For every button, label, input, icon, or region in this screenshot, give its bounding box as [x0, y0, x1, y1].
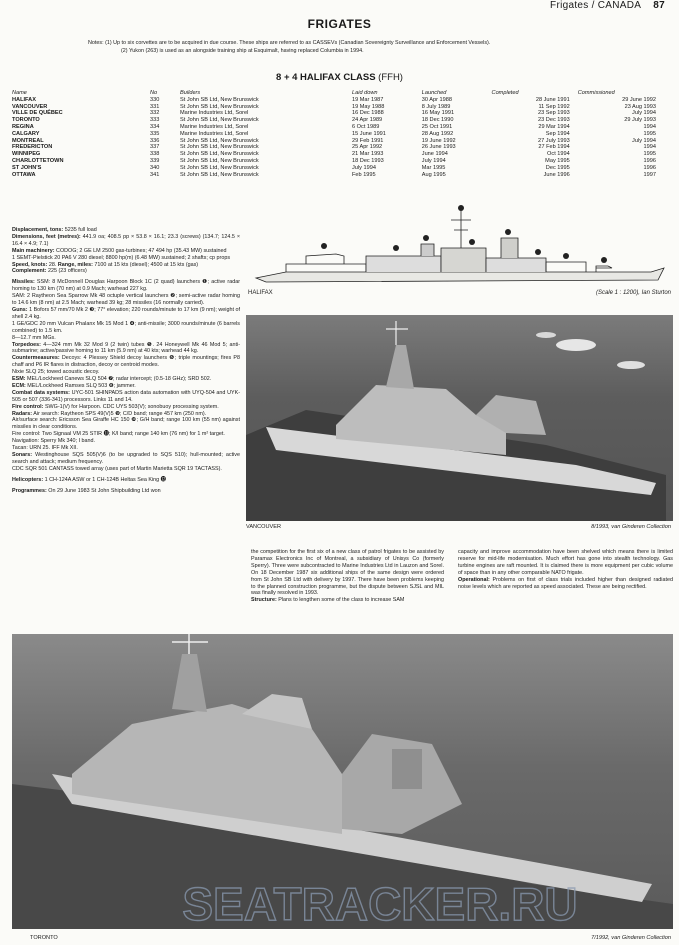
spec-label: Sonars:: [12, 452, 33, 458]
table-cell: 23 Dec 1993: [538, 117, 570, 124]
table-cell: St John SB Ltd, New Brunswick: [180, 157, 259, 164]
table-cell: 339: [150, 157, 160, 164]
text-column-2: [251, 549, 444, 604]
table-cell: St John SB Ltd, New Brunswick: [180, 117, 259, 124]
table-cell: 341: [150, 171, 160, 178]
operational-label: Operational:: [458, 576, 490, 583]
photo2-caption-left: TORONTO: [30, 935, 58, 941]
spec-programmes: On 29 June 1983 St John Shipbuilding Ltd won: [46, 487, 161, 494]
table-cell: 19 June 1992: [421, 137, 456, 144]
spec-label: Programmes:: [12, 487, 47, 494]
table-cell: Dec 1995: [545, 164, 570, 171]
ship-table: [12, 90, 664, 178]
spec-radars-3: Fire control: Two Signaal VM 25 STIR ⓫; K/I band; range 140 km (76 nm) for 1 m² target.: [12, 431, 225, 438]
table-cell: VANCOUVER: [12, 103, 48, 110]
spec-label: Range, miles:: [57, 261, 93, 268]
class-heading-type: (FFH): [378, 72, 403, 83]
table-cell: 334: [150, 123, 160, 130]
table-cell: St John SB Ltd, New Brunswick: [180, 144, 259, 151]
spec-sonars: Westinghouse SQS 505(V)6 (to be upgraded to SQS 510); hull-mounted; active search and attack; medium frequency.: [12, 452, 240, 465]
table-cell: Mar 1995: [421, 164, 446, 171]
table-row: [12, 165, 664, 172]
photo1-caption-right: 8/1993, van Ginderen Collection: [591, 524, 671, 530]
table-cell: Sep 1994: [545, 130, 570, 137]
ship-line-drawing: [246, 198, 673, 296]
photo2-caption-right: 7/1992, van Ginderen Collection: [591, 935, 671, 941]
spec-fire-control: SWG-1(V) for Harpoon. CDC UYS 503(V); sonobuoy processing system.: [43, 403, 219, 410]
structure-text: Plans to lengthen some of the class to increase SAM: [276, 597, 405, 604]
table-row: [12, 138, 664, 145]
table-cell: Marine Industries Ltd, Sorel: [180, 110, 249, 117]
table-cell: Aug 1995: [421, 171, 446, 178]
table-cell: Marine Industries Ltd, Sorel: [180, 123, 249, 130]
table-cell: July 1994: [352, 164, 376, 171]
table-cell: CHARLOTTETOWN: [12, 157, 64, 164]
spec-radars-4: Navigation: Sperry Mk 340; I band.: [12, 438, 95, 445]
table-cell: 28 June 1991: [535, 96, 570, 103]
watermark-text: SEATRACKER.RU: [182, 880, 578, 928]
table-cell: 19 May 1988: [352, 103, 385, 110]
table-cell: OTTAWA: [12, 171, 36, 178]
table-cell: May 1995: [545, 157, 570, 164]
table-cell: Feb 1995: [352, 171, 376, 178]
spec-ecm: MEL/Lockheed Ramses SLQ 503 ❽; jammer.: [25, 382, 136, 389]
spec-label: Missiles:: [12, 279, 35, 286]
table-cell: St John SB Ltd, New Brunswick: [180, 96, 259, 103]
table-row: [12, 117, 664, 124]
spec-label: ECM:: [12, 382, 26, 389]
table-cell: 336: [150, 137, 160, 144]
table-cell: 18 Dec 1990: [421, 117, 454, 124]
table-cell: St John SB Ltd, New Brunswick: [180, 171, 259, 178]
photo-vancouver: [246, 315, 673, 521]
table-cell: 1994: [643, 144, 656, 151]
watermark: [100, 880, 660, 928]
table-row: [12, 172, 664, 179]
table-cell: 1995: [643, 151, 656, 158]
table-cell: MONTREAL: [12, 137, 44, 144]
table-cell: 1997: [643, 171, 656, 178]
table-cell: 337: [150, 144, 160, 151]
spec-guns-2: 1 GE/GDC 20 mm Vulcan Phalanx Mk 15 Mod 1 ❹; anti-missile; 3000 rounds/minute (6 barrels combined) to 1.5 km.: [12, 320, 240, 334]
page-number: 87: [653, 0, 665, 11]
spec-guns: 1 Bofors 57 mm/70 Mk 2 ❸; 77° elevation; 220 rounds/minute to 17 km (9 nm); weight of shell 2.4 kg.: [12, 306, 240, 320]
spec-complement: 225 (23 officers): [46, 268, 87, 275]
col-laid-down: Laid down: [352, 90, 378, 96]
table-row: [12, 151, 664, 158]
table-cell: 332: [150, 110, 160, 117]
spec-radars: Air search: Raytheon SPS 49(V)5 ❾; C/D band; range 457 km (250 nm).: [32, 410, 207, 417]
col-name: Name: [12, 90, 27, 96]
spec-sonars-2: CDC SQR 501 CANTASS towed array (uses part of Martin Marietta SQR 19 TACTASS).: [12, 465, 222, 472]
table-row: [12, 97, 664, 104]
table-cell: 16 Dec 1988: [352, 110, 384, 117]
spec-dimensions: 441.9 oa; 408.5 pp × 53.8 × 16.1; 23.3 (screws) (134.7; 124.5 × 16.4 × 4.9; 7.1): [12, 233, 240, 247]
table-cell: 15 June 1991: [352, 130, 386, 137]
table-row: [12, 144, 664, 151]
table-cell: TORONTO: [12, 117, 40, 124]
col-commissioned: Commissioned: [577, 90, 615, 96]
table-cell: St John SB Ltd, New Brunswick: [180, 137, 259, 144]
spec-combat-data: UYC-501 SHINPADS action data automation with UYQ-504 and UYK-505 or 507 (336-341) processors. Links 11 and 14.: [12, 389, 240, 403]
table-cell: Marine Industries Ltd, Sorel: [180, 130, 249, 137]
col-launched: Launched: [421, 90, 447, 96]
running-head-section: Frigates / CANADA: [550, 0, 642, 11]
table-cell: 335: [150, 130, 160, 137]
table-cell: 24 Apr 1989: [352, 117, 383, 124]
spec-sam: SAM: 2 Raytheon Sea Sparrow Mk 48 octuple vertical launchers ❷; semi-active radar homing to 14.6 km (8 nm) at 2.5 Mach; warhead 39 kg; 28 missiles (16 normally carried).: [12, 293, 240, 307]
col-no: No: [150, 90, 158, 96]
spec-label: Fire control:: [12, 403, 44, 410]
class-heading: [0, 72, 679, 83]
spec-range: 7100 at 15 kts (diesel); 4500 at 15 kts (gas): [92, 261, 199, 268]
table-cell: VILLE DE QUÉBEC: [12, 110, 63, 117]
table-cell: HALIFAX: [12, 96, 36, 103]
table-row: [12, 110, 664, 117]
table-cell: 29 Feb 1991: [352, 137, 384, 144]
structure-label: Structure:: [251, 597, 277, 604]
operational-text: Problems on first of class trials included higher than designed radiated noise levels which are reported as speed associated. These are being rectified.: [458, 576, 673, 590]
table-cell: July 1994: [421, 157, 446, 164]
spec-machinery-2: 1 SEMT-Pielstick 20 PA6 V 280 diesel; 8800 hp(m) (6.48 MW) sustained; 2 shafts; cp props: [12, 254, 231, 261]
spec-missiles: SSM: 8 McDonnell Douglas Harpoon Block 1C (2 quad) launchers ❶; active radar homing to 130 km (70 nm) at 0.9 Mach; warhead 227 kg.: [12, 279, 240, 293]
table-cell: CALGARY: [12, 130, 40, 137]
col-completed: Completed: [491, 90, 519, 96]
table-cell: July 1994: [632, 110, 656, 117]
spec-countermeasures: Decoys: 4 Plessey Shield decoy launchers ❻; triple mountings; fires P8 chaff and P6 IR flares in distraction, decoy or centroid modes.: [12, 355, 240, 369]
table-cell: 8 July 1989: [421, 103, 451, 110]
table-cell: June 1994: [421, 151, 448, 158]
table-cell: 27 July 1993: [538, 137, 570, 144]
table-row: [12, 104, 664, 111]
table-row: [12, 124, 664, 131]
table-cell: 30 Apr 1988: [421, 96, 452, 103]
running-head: [550, 0, 665, 11]
spec-esm: MEL/Lockheed Canews SLQ 504 ❼; radar intercept; (0.5-18 GHz); SRD 502.: [25, 376, 212, 383]
drawing-caption-left: HALIFAX: [248, 290, 273, 296]
table-cell: FREDERICTON: [12, 144, 53, 151]
table-cell: 27 Feb 1994: [538, 144, 570, 151]
spec-helicopters: 1 CH-124A ASW or 1 CH-124B Heltas Sea King ⓬: [43, 476, 166, 483]
table-cell: 29 June 1992: [622, 96, 656, 103]
photo1-caption-left: VANCOUVER: [246, 524, 282, 530]
spec-guns-3: 8—12.7 mm MGs.: [12, 334, 56, 341]
table-cell: 330: [150, 96, 160, 103]
table-cell: St John SB Ltd, New Brunswick: [180, 103, 259, 110]
table-cell: June 1996: [543, 171, 570, 178]
spec-label: Radars:: [12, 410, 33, 417]
table-cell: 23 Sep 1993: [538, 110, 570, 117]
drawing-caption-right: (Scale 1 : 1200), Ian Sturton: [595, 290, 671, 296]
spec-displacement: 5235 full load: [63, 227, 97, 233]
specifications: [12, 227, 240, 495]
table-row: [12, 131, 664, 138]
table-cell: July 1994: [632, 137, 656, 144]
table-cell: REGINA: [12, 123, 34, 130]
spec-label: Dimensions, feet (metres):: [12, 233, 81, 240]
text-column-3: [458, 549, 673, 590]
table-cell: 340: [150, 164, 160, 171]
table-cell: 1994: [643, 123, 656, 130]
table-cell: 338: [150, 151, 160, 158]
table-cell: ST JOHN'S: [12, 164, 42, 171]
table-cell: 1996: [643, 157, 656, 164]
table-cell: 1995: [643, 130, 656, 137]
table-cell: 331: [150, 103, 160, 110]
spec-torpedoes: 4—324 mm Mk 32 Mod 9 (2 twin) tubes ❺. 24 Honeywell Mk 46 Mod 5; anti-submarine; active/passive homing to 11 km (5.9 nm) at 40 kts; warhead 44 kg.: [12, 341, 240, 355]
spec-label: Complement:: [12, 268, 47, 275]
table-cell: 25 Oct 1991: [421, 123, 453, 130]
notes: [88, 40, 648, 55]
spec-label: Torpedoes:: [12, 341, 41, 348]
notes-line-1: Notes: (1) Up to six corvettes are to be acquired in due course. These ships are referred to as CASSEVs (Canadian Sovereignty Surveillance and Enforcement Vessels).: [88, 40, 491, 46]
table-cell: Oct 1994: [547, 151, 570, 158]
spec-label: Main machinery:: [12, 247, 55, 254]
table-cell: 19 Mar 1987: [352, 96, 384, 103]
table-cell: 29 Mar 1994: [538, 123, 570, 130]
programmes-continued: the competition for the first six of a new class of patrol frigates to be assisted by Paramax Electronics Inc of Montreal, a subsidiary of Unisys Co (formerly Sperry). Three were subcontracted to Marine Industries Ltd in Lauzon and Sorel. On 18 December 1987 six additional ships of the same design were ordered from St John SB Ltd with delivery by 1997. There have been problems keeping to the planned construction programme, but the dispute between SJSL and MIL was finally resolved in 1993.: [251, 549, 444, 597]
spec-label: Speed, knots:: [12, 261, 48, 268]
spec-machinery: CODOG; 2 GE LM 2500 gas-turbines; 47 494 hp (35.43 MW) sustained: [54, 247, 227, 254]
table-cell: St John SB Ltd, New Brunswick: [180, 151, 259, 158]
table-row: [12, 158, 664, 165]
table-cell: 18 Dec 1993: [352, 157, 384, 164]
table-cell: 6 Oct 1989: [352, 123, 380, 130]
notes-line-2: (2) Yukon (263) is used as an alongside training ship at Esquimalt, having replaced Columbia in 1994.: [121, 47, 364, 54]
class-heading-main: 8 + 4 HALIFAX CLASS: [276, 72, 376, 83]
spec-radars-5: Tacan: URN 25. IFF Mk XII.: [12, 445, 78, 452]
table-cell: 25 Apr 1992: [352, 144, 383, 151]
spec-speed: 28.: [47, 261, 58, 268]
spec-label: Guns:: [12, 306, 28, 313]
table-cell: 21 Mar 1993: [352, 151, 384, 158]
table-cell: 333: [150, 117, 160, 124]
col-builders: Builders: [180, 90, 201, 96]
page-title: FRIGATES: [307, 17, 372, 31]
spec-label: Countermeasures:: [12, 355, 60, 362]
vancouver-ship-image: [246, 315, 673, 521]
spec-label: ESM:: [12, 376, 26, 383]
spec-countermeasures-2: Nixie SLQ 25; towed acoustic decoy.: [12, 369, 100, 376]
spec-label: Helicopters:: [12, 476, 44, 483]
table-cell: 26 June 1993: [421, 144, 456, 151]
table-cell: WINNIPEG: [12, 151, 41, 158]
table-cell: 1996: [643, 164, 656, 171]
structure-continued: capacity and improve accommodation have been shelved which means there is limited reserve for mid-life modernisation. Much effort has gone into stealth technology. Gas turbine engines are raft mounted. It is claimed there is more equipment per cubic volume of space than in any other comparable NATO frigate.: [458, 549, 673, 576]
ship-table-header: [12, 90, 664, 97]
table-cell: 11 Sep 1992: [538, 103, 570, 110]
table-cell: St John SB Ltd, New Brunswick: [180, 164, 259, 171]
table-cell: 28 Aug 1992: [421, 130, 454, 137]
table-cell: 23 Aug 1993: [624, 103, 656, 110]
spec-label: Displacement, tons:: [12, 227, 64, 233]
spec-label: Combat data systems:: [12, 389, 70, 396]
table-cell: 29 July 1993: [624, 117, 656, 124]
spec-radars-2: Air/surface search: Ericsson Sea Giraffe HC 150 ❿; G/H band; range 100 km (55 nm) against missiles in clear conditions.: [12, 417, 240, 431]
table-cell: 16 May 1991: [421, 110, 455, 117]
